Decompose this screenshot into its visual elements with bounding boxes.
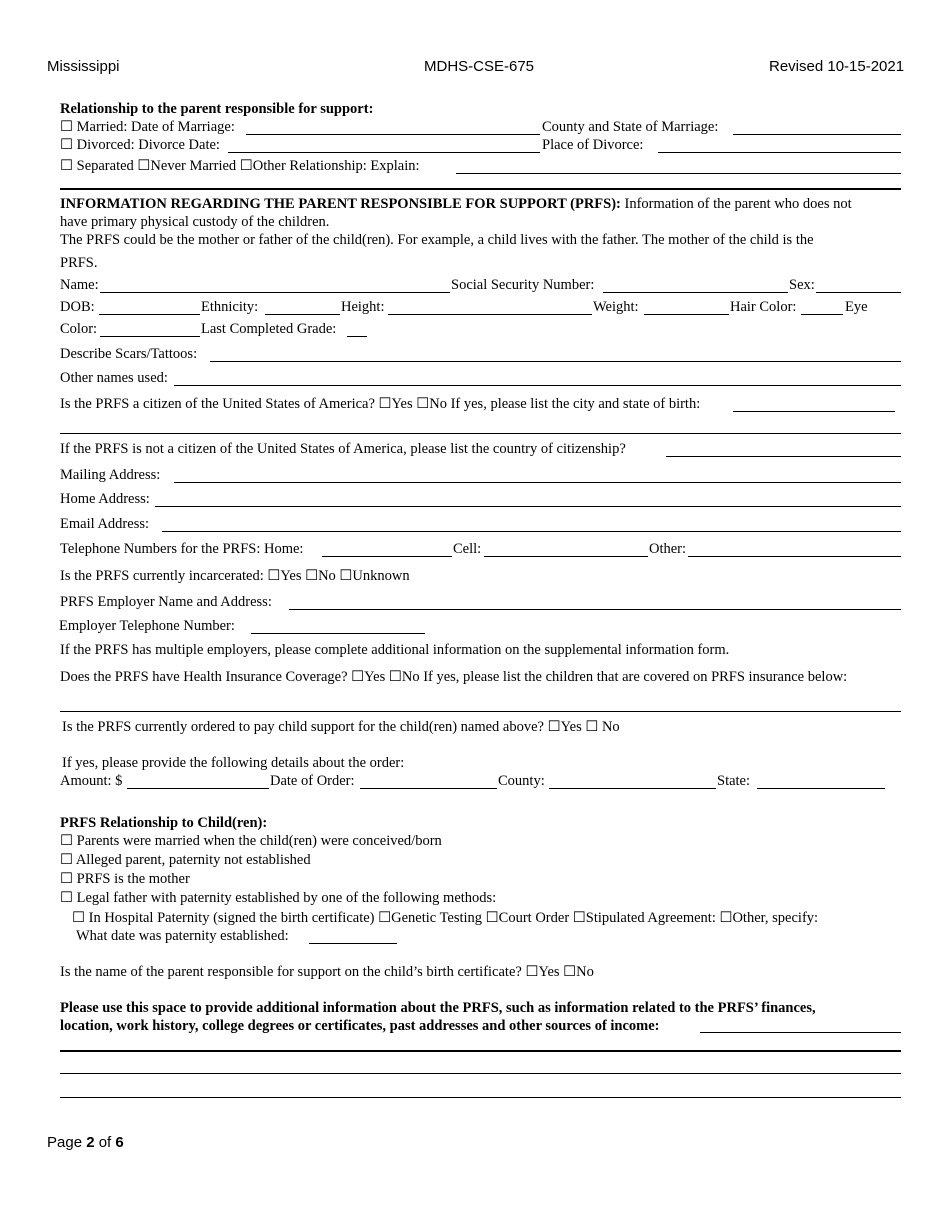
employer-label: PRFS Employer Name and Address:	[60, 594, 272, 610]
birth-city-state-field[interactable]	[733, 397, 895, 412]
scars-label: Describe Scars/Tattoos:	[60, 346, 198, 362]
date-of-order-field[interactable]	[360, 774, 497, 789]
not-citizen-question: If the PRFS is not a citizen of the United States of America, please list the country of citizenship?	[60, 441, 626, 457]
married-option[interactable]: ☐ Married: Date of Marriage:	[60, 119, 235, 135]
relationship-option-legal-father[interactable]: ☐ Legal father with paternity established by one of the following methods:	[60, 890, 497, 906]
birth-city-state-line[interactable]	[60, 433, 901, 434]
home-address-field[interactable]	[155, 492, 901, 507]
date-of-order-label: Date of Order:	[270, 773, 355, 789]
employer-telephone-label: Employer Telephone Number:	[59, 618, 235, 634]
multiple-employers-note: If the PRFS has multiple employers, please complete additional information on the supplemental information form.	[60, 642, 730, 658]
child-relationship-title: PRFS Relationship to Child(ren):	[60, 815, 268, 831]
telephone-other-field[interactable]	[688, 542, 901, 557]
marriage-date-field[interactable]	[246, 120, 540, 135]
name-field[interactable]	[100, 278, 450, 293]
additional-info-field-start[interactable]	[700, 1018, 901, 1033]
telephone-cell-label: Cell:	[453, 541, 482, 557]
prfs-explanation: The PRFS could be the mother or father of the child(ren). For example, a child lives with the father. The mother of the child is the	[60, 232, 814, 248]
other-names-field[interactable]	[174, 371, 901, 386]
weight-label: Weight:	[593, 299, 639, 315]
divorced-option[interactable]: ☐ Divorced: Divorce Date:	[60, 137, 220, 153]
employer-telephone-field[interactable]	[251, 619, 425, 634]
other-names-label: Other names used:	[60, 370, 168, 386]
relationship-title: Relationship to the parent responsible for support:	[60, 101, 374, 117]
relationship-option-mother[interactable]: ☐ PRFS is the mother	[60, 871, 190, 887]
additional-info-line-a[interactable]	[60, 1050, 901, 1052]
section-divider	[60, 188, 901, 190]
mailing-address-label: Mailing Address:	[60, 467, 161, 483]
grade-field[interactable]	[347, 322, 367, 337]
dob-field[interactable]	[99, 300, 200, 315]
citizen-question[interactable]: Is the PRFS a citizen of the United States of America? ☐Yes ☐No If yes, please list the city and state of birth:	[60, 396, 701, 412]
paternity-methods-options[interactable]: ☐ In Hospital Paternity (signed the birth certificate) ☐Genetic Testing ☐Court Order ☐Stipulated Agreement: ☐Other, specify:	[72, 910, 819, 926]
telephone-home-field[interactable]	[322, 542, 452, 557]
sex-label: Sex:	[789, 277, 815, 293]
ssn-field[interactable]	[603, 278, 788, 293]
prfs-heading: INFORMATION REGARDING THE PARENT RESPONSIBLE FOR SUPPORT (PRFS): Information of the parent who does not	[60, 196, 852, 212]
covered-children-field[interactable]	[60, 711, 901, 712]
dob-label: DOB:	[60, 299, 95, 315]
relationship-option-alleged[interactable]: ☐ Alleged parent, paternity not established	[60, 852, 311, 868]
header-state: Mississippi	[47, 58, 120, 75]
email-address-field[interactable]	[162, 517, 901, 532]
amount-field[interactable]	[127, 774, 269, 789]
weight-field[interactable]	[644, 300, 729, 315]
paternity-date-field[interactable]	[309, 929, 397, 944]
header-form-id: MDHS-CSE-675	[424, 58, 535, 75]
ssn-label: Social Security Number:	[451, 277, 595, 293]
additional-info-line1: Please use this space to provide additional information about the PRFS, such as information related to the PRFS’ finances,	[60, 1000, 816, 1016]
amount-label: Amount: $	[60, 773, 123, 789]
mailing-address-field[interactable]	[174, 468, 901, 483]
explain-field[interactable]	[456, 159, 901, 174]
telephone-cell-field[interactable]	[484, 542, 648, 557]
height-field[interactable]	[388, 300, 592, 315]
additional-info-line-b[interactable]	[60, 1073, 901, 1074]
county-field[interactable]	[549, 774, 716, 789]
county-state-marriage-field[interactable]	[733, 120, 901, 135]
scars-field[interactable]	[210, 347, 901, 362]
health-insurance-question[interactable]: Does the PRFS have Health Insurance Coverage? ☐Yes ☐No If yes, please list the children that are covered on PRFS insurance below:	[60, 669, 848, 685]
height-label: Height:	[341, 299, 385, 315]
order-details-intro: If yes, please provide the following details about the order:	[62, 755, 405, 771]
email-address-label: Email Address:	[60, 516, 150, 532]
telephone-home-label: Telephone Numbers for the PRFS: Home:	[60, 541, 304, 557]
place-divorce-field[interactable]	[658, 138, 901, 153]
state-label: State:	[717, 773, 751, 789]
prfs-explanation-end: PRFS.	[60, 255, 98, 271]
county-label: County:	[498, 773, 545, 789]
name-label: Name:	[60, 277, 99, 293]
hair-color-field[interactable]	[801, 300, 843, 315]
grade-label: Last Completed Grade:	[201, 321, 337, 337]
additional-info-line-c[interactable]	[60, 1097, 901, 1098]
citizenship-country-field[interactable]	[666, 442, 901, 457]
state-field[interactable]	[757, 774, 885, 789]
ethnicity-field[interactable]	[265, 300, 340, 315]
paternity-date-label: What date was paternity established:	[76, 928, 289, 944]
telephone-other-label: Other:	[649, 541, 687, 557]
eye-label: Eye	[845, 299, 868, 315]
birth-certificate-question[interactable]: Is the name of the parent responsible for support on the child’s birth certificate? ☐Yes ☐No	[60, 964, 594, 980]
additional-info-line2: location, work history, college degrees or certificates, past addresses and other sources of income:	[60, 1018, 660, 1034]
divorce-date-field[interactable]	[228, 138, 540, 153]
relationship-option-married[interactable]: ☐ Parents were married when the child(ren) were conceived/born	[60, 833, 442, 849]
hair-color-label: Hair Color:	[730, 299, 797, 315]
employer-field[interactable]	[289, 595, 901, 610]
eye-color-field[interactable]	[100, 322, 200, 337]
header-revised: Revised 10-15-2021	[769, 58, 905, 75]
sex-field[interactable]	[816, 278, 901, 293]
ethnicity-label: Ethnicity:	[201, 299, 259, 315]
county-state-marriage-label: County and State of Marriage:	[542, 119, 719, 135]
page-number: Page 2 of 6	[47, 1134, 124, 1151]
prfs-heading-line2: have primary physical custody of the children.	[60, 214, 330, 230]
eye-color-label: Color:	[60, 321, 98, 337]
incarcerated-question[interactable]: Is the PRFS currently incarcerated: ☐Yes ☐No ☐Unknown	[60, 568, 410, 584]
child-support-ordered-question[interactable]: Is the PRFS currently ordered to pay child support for the child(ren) named above? ☐Yes ☐ No	[62, 719, 620, 735]
place-divorce-label: Place of Divorce:	[542, 137, 644, 153]
home-address-label: Home Address:	[60, 491, 150, 507]
separated-options[interactable]: ☐ Separated ☐Never Married ☐Other Relationship: Explain:	[60, 158, 420, 174]
